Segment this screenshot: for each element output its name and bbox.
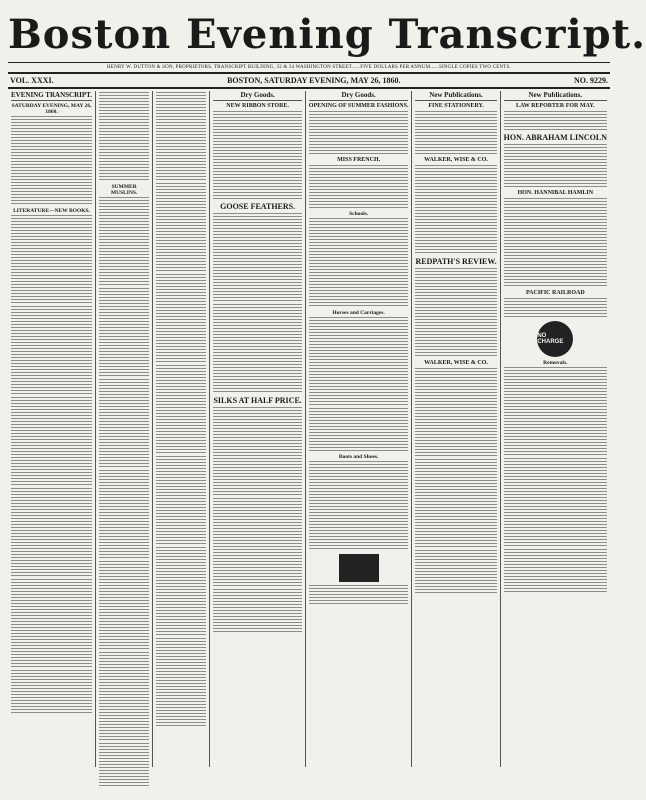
- ad-title: LAW REPORTER FOR MAY.: [516, 103, 595, 109]
- text-block: [11, 306, 92, 396]
- ad-title: SILKS AT HALF PRICE.: [213, 396, 302, 405]
- column-subhead: LITERATURE—NEW BOOKS.: [13, 208, 90, 214]
- column-6: [412, 91, 500, 767]
- text-block: [99, 743, 149, 787]
- column-subhead: Boots and Shoes.: [338, 454, 379, 460]
- column-5: [306, 91, 413, 767]
- newspaper-title: Boston Evening Transcript.: [8, 11, 646, 58]
- column-subhead: SATURDAY EVENING, MAY 26, 1860.: [11, 103, 92, 115]
- columns: [8, 91, 610, 767]
- text-block: [309, 111, 409, 155]
- column-subhead: Horses and Carriages.: [332, 310, 385, 316]
- column-2: [96, 91, 153, 767]
- text-block: [99, 470, 149, 560]
- text-block: [415, 268, 496, 358]
- text-block: [99, 197, 149, 287]
- text-block: [504, 549, 607, 593]
- column-heading: Dry Goods.: [309, 91, 409, 101]
- ad-title: PACIFIC RAILROAD: [525, 290, 585, 296]
- dateline: [8, 74, 610, 89]
- text-block: [309, 585, 409, 605]
- text-block: [309, 165, 409, 209]
- text-block: [213, 407, 301, 497]
- text-block: [156, 547, 206, 637]
- text-block: [213, 156, 301, 200]
- column-heading: New Publications.: [504, 91, 607, 101]
- text-block: [415, 165, 496, 255]
- text-block: [213, 304, 301, 394]
- ad-title: GOOSE FEATHERS.: [220, 202, 296, 211]
- text-block: [504, 144, 607, 188]
- column-subhead: Removals.: [543, 360, 568, 366]
- column-1: [8, 91, 96, 767]
- boot-illustration: [339, 554, 379, 582]
- no-charge-badge: [537, 321, 573, 357]
- text-block: [11, 397, 92, 487]
- ad-title: HON. HANNIBAL HAMLIN: [517, 190, 594, 196]
- column-4: [210, 91, 305, 767]
- text-block: [309, 317, 409, 407]
- ad-title: MISS FRENCH.: [337, 157, 381, 163]
- text-block: [504, 198, 607, 288]
- text-block: [415, 550, 496, 594]
- text-block: [415, 111, 496, 155]
- ad-title: NEW RIBBON STORE.: [226, 103, 289, 109]
- badge-text: NO CHARGE: [537, 333, 564, 345]
- issue-number: NO. 9229.: [574, 76, 608, 85]
- column-heading: EVENING TRANSCRIPT.: [11, 91, 93, 99]
- imprint-line: HENRY W. DUTTON & SON, PROPRIETORS, TRANSCRIPT BUILDING, 32 & 34 WASHINGTON STREET......FIVE DOLLARS PER ANNUM......SINGLE COPIES TWO CENTS.: [8, 62, 610, 74]
- issue-date: BOSTON, SATURDAY EVENING, MAY 26, 1860.: [227, 76, 401, 85]
- text-block: [99, 288, 149, 378]
- text-block: [156, 183, 206, 273]
- text-block: [415, 459, 496, 549]
- text-block: [213, 498, 301, 588]
- text-block: [309, 218, 409, 308]
- text-block: [99, 652, 149, 742]
- text-block: [504, 298, 607, 318]
- text-block: [11, 488, 92, 578]
- text-block: [213, 589, 301, 633]
- text-block: [99, 561, 149, 651]
- text-block: [11, 215, 92, 305]
- column-3: [153, 91, 210, 767]
- text-block: [11, 579, 92, 669]
- ad-title: WALKER, WISE & CO.: [424, 157, 488, 163]
- column-subhead: SUMMER MUSLINS.: [110, 184, 138, 196]
- text-block: [156, 92, 206, 182]
- ad-title: HON. ABRAHAM LINCOLN: [503, 133, 607, 142]
- text-block: [11, 670, 92, 714]
- text-block: [99, 92, 149, 182]
- text-block: [415, 368, 496, 458]
- text-block: [99, 379, 149, 469]
- text-block: [156, 274, 206, 364]
- text-block: [504, 458, 607, 548]
- volume-label: VOL. XXXI.: [10, 76, 54, 85]
- column-heading: New Publications.: [415, 91, 496, 101]
- ad-title: REDPATH'S REVIEW.: [415, 257, 497, 266]
- ad-title: WALKER, WISE & CO.: [424, 360, 488, 366]
- column-heading: Dry Goods.: [213, 91, 301, 101]
- text-block: [309, 461, 409, 551]
- text-block: [504, 367, 607, 457]
- text-block: [213, 111, 301, 155]
- ad-title: OPENING OF SUMMER FASHIONS.: [308, 103, 409, 109]
- text-block: [504, 111, 607, 131]
- ad-title: FINE STATIONERY.: [428, 103, 484, 109]
- masthead: [8, 11, 646, 74]
- text-block: [156, 365, 206, 455]
- column-7: [501, 91, 610, 767]
- text-block: [156, 456, 206, 546]
- text-block: [213, 213, 301, 303]
- text-block: [156, 638, 206, 728]
- text-block: [11, 116, 92, 206]
- text-block: [309, 408, 409, 452]
- column-subhead: Schools.: [349, 211, 369, 217]
